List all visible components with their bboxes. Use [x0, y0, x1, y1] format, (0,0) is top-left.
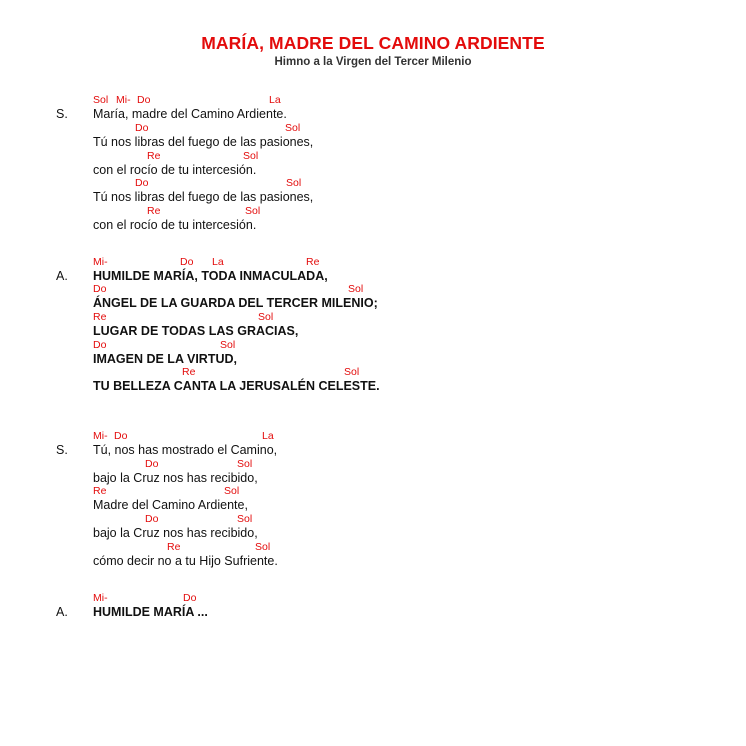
chord: Mi-: [93, 430, 108, 442]
chord: Sol: [255, 541, 271, 553]
lyric-line: Madre del Camino Ardiente,: [93, 498, 248, 512]
lyric-line: Tú nos libras del fuego de las pasiones,: [93, 190, 314, 204]
chord: Do: [183, 592, 197, 604]
lyric-line: HUMILDE MARÍA ...: [93, 605, 208, 619]
chord: Mi-: [93, 592, 108, 604]
lyric-line: LUGAR DE TODAS LAS GRACIAS,: [93, 324, 299, 338]
lyric-line: Tú nos libras del fuego de las pasiones,: [93, 135, 314, 149]
chord: Sol: [237, 458, 253, 470]
chord: Re: [167, 541, 181, 553]
chord: Do: [180, 256, 194, 268]
chord: Do: [145, 513, 159, 525]
chord: Sol: [344, 366, 360, 378]
chord: La: [262, 430, 274, 442]
chord: La: [212, 256, 224, 268]
chord: Sol: [220, 339, 236, 351]
song-title: MARÍA, MADRE DEL CAMINO ARDIENTE: [201, 33, 545, 53]
chord: Sol: [245, 205, 261, 217]
chord: Sol: [237, 513, 253, 525]
chord: Do: [93, 339, 107, 351]
lyric-line: Tú, nos has mostrado el Camino,: [93, 443, 278, 457]
chord: Re: [147, 205, 161, 217]
chord: Do: [145, 458, 159, 470]
chord: Re: [147, 150, 161, 162]
chord: La: [269, 94, 281, 106]
chord: Mi-: [93, 256, 108, 268]
chord: Sol: [224, 485, 240, 497]
lyric-line: HUMILDE MARÍA, TODA INMACULADA,: [93, 269, 328, 283]
chord: Sol: [258, 311, 274, 323]
chord: Sol: [348, 283, 364, 295]
chord: Sol: [285, 122, 301, 134]
chord: Do: [93, 283, 107, 295]
chord: Sol: [243, 150, 259, 162]
lyric-line: bajo la Cruz nos has recibido,: [93, 526, 258, 540]
chord: Do: [135, 177, 149, 189]
chord: Do: [137, 94, 151, 106]
section-label: S.: [56, 107, 68, 121]
section-label: A.: [56, 605, 68, 619]
song-subtitle: Himno a la Virgen del Tercer Milenio: [274, 56, 472, 68]
section-label: A.: [56, 269, 68, 283]
lyric-line: cómo decir no a tu Hijo Sufriente.: [93, 554, 278, 568]
lyric-line: María, madre del Camino Ardiente.: [93, 107, 287, 121]
lyric-line: TU BELLEZA CANTA LA JERUSALÉN CELESTE.: [93, 379, 380, 393]
chord: Sol: [93, 94, 109, 106]
section-label: S.: [56, 443, 68, 457]
lyric-line: bajo la Cruz nos has recibido,: [93, 471, 258, 485]
lyric-line: IMAGEN DE LA VIRTUD,: [93, 352, 237, 366]
chord: Do: [114, 430, 128, 442]
chord: Re: [93, 485, 107, 497]
lyric-line: con el rocío de tu intercesión.: [93, 163, 257, 177]
lyric-line: ÁNGEL DE LA GUARDA DEL TERCER MILENIO;: [93, 296, 378, 310]
chord: Mi-: [116, 94, 131, 106]
chord: Do: [135, 122, 149, 134]
chord: Re: [93, 311, 107, 323]
chord: Sol: [286, 177, 302, 189]
chord: Re: [182, 366, 196, 378]
lyric-line: con el rocío de tu intercesión.: [93, 218, 257, 232]
chord: Re: [306, 256, 320, 268]
